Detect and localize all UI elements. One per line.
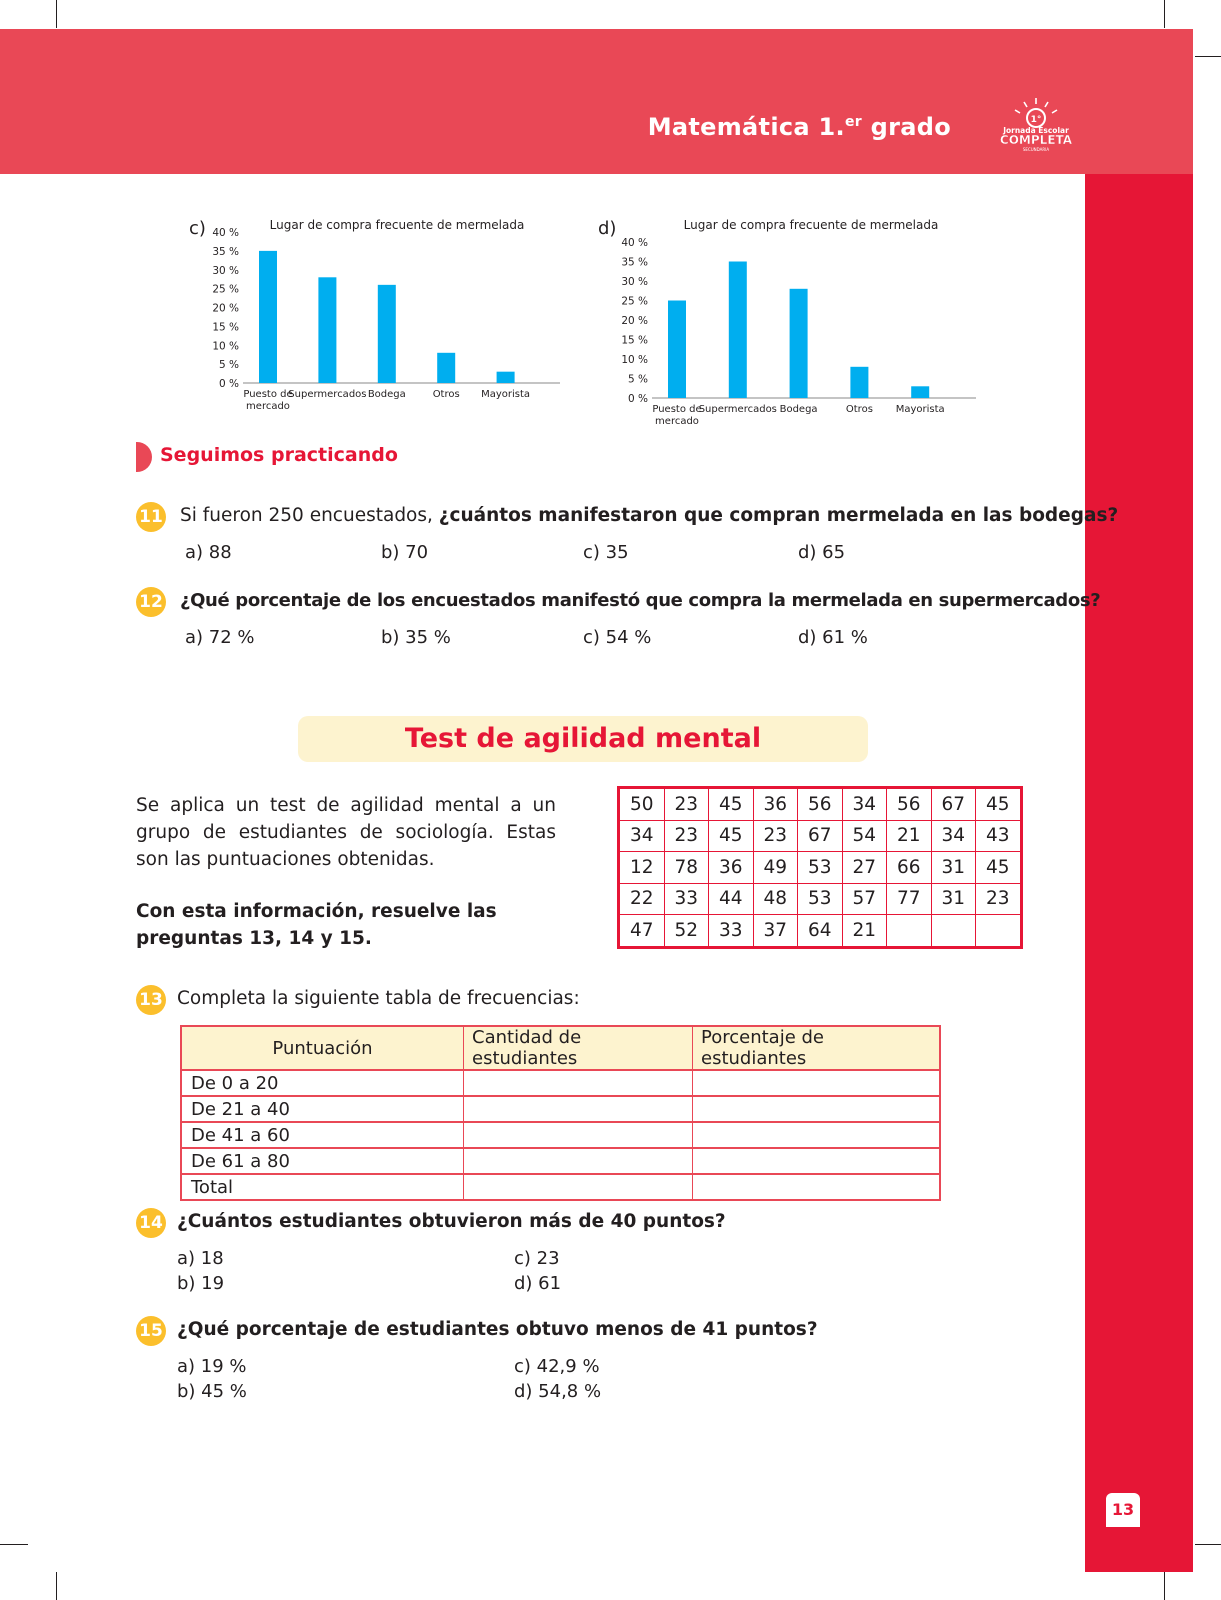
score-cell: 45 [976, 852, 1022, 884]
score-cell [887, 915, 932, 948]
x-tick-label: mercado [655, 416, 699, 427]
crop-mark [1195, 56, 1221, 57]
x-tick-label: Bodega [779, 404, 818, 415]
option-14-b: b) 19 [177, 1273, 225, 1294]
score-cell: 34 [842, 788, 887, 821]
chart-c-label: c) [189, 218, 206, 239]
x-tick-label: Puesto de [243, 389, 293, 400]
crop-mark [1164, 1572, 1165, 1600]
question-12-text [180, 590, 1100, 611]
score-cell: 31 [931, 883, 976, 915]
title-superscript: er [844, 114, 862, 130]
question-13-text: Completa la siguiente tabla de frecuencias: [177, 988, 580, 1009]
page-number: 13 [1106, 1493, 1140, 1527]
score-cell: 27 [842, 852, 887, 884]
cantidad-cell[interactable] [464, 1174, 693, 1200]
crop-mark [0, 1544, 28, 1545]
score-cell: 57 [842, 883, 887, 915]
score-cell: 12 [619, 852, 665, 884]
logo-icon [996, 96, 1076, 154]
crop-mark [56, 0, 57, 28]
score-cell: 67 [798, 820, 843, 852]
porcentaje-cell[interactable] [693, 1096, 941, 1122]
score-cell: 56 [798, 788, 843, 821]
question-11-bold: ¿cuántos manifestaron que compran mermelada en las bodegas? [438, 505, 1119, 526]
question-number-14: 14 [136, 1208, 166, 1238]
title-main: Matemática 1. [647, 113, 845, 141]
sidebar-band [1085, 174, 1193, 1572]
score-cell: 33 [664, 883, 709, 915]
option-15-c: c) 42,9 % [514, 1356, 600, 1377]
score-cell: 52 [664, 915, 709, 948]
header-cantidad: Cantidad de estudiantes [464, 1026, 693, 1070]
score-cell: 66 [887, 852, 932, 884]
porcentaje-cell[interactable] [693, 1148, 941, 1174]
scores-row [619, 883, 1022, 915]
score-cell [931, 915, 976, 948]
crop-mark [56, 1572, 57, 1600]
chart-title: Lugar de compra frecuente de mermelada [683, 218, 939, 232]
y-tick-label: 5 % [219, 359, 239, 372]
option-11-a: a) 88 [185, 542, 232, 563]
score-cell: 54 [842, 820, 887, 852]
score-cell [976, 915, 1022, 948]
header-porcentaje: Porcentaje de estudiantes [693, 1026, 941, 1070]
bar [790, 289, 808, 398]
scores-table [617, 786, 1023, 949]
score-cell: 50 [619, 788, 665, 821]
option-11-b: b) 70 [381, 542, 429, 563]
score-cell: 48 [753, 883, 798, 915]
section-marker [136, 442, 152, 472]
score-cell: 22 [619, 883, 665, 915]
bar [437, 353, 455, 383]
question-14-text [177, 1211, 726, 1232]
option-11-c: c) 35 [583, 542, 629, 563]
option-14-d: d) 61 [514, 1273, 562, 1294]
porcentaje-cell[interactable] [693, 1070, 941, 1096]
x-tick-label: Bodega [367, 389, 406, 400]
y-tick-label: 10 % [621, 354, 648, 366]
question-number-15: 15 [136, 1316, 166, 1346]
question-number-11: 11 [136, 502, 166, 532]
y-tick-label: 10 % [212, 340, 239, 353]
option-15-d: d) 54,8 % [514, 1381, 602, 1402]
score-cell: 47 [619, 915, 665, 948]
bar [378, 285, 396, 383]
question-15-text [177, 1319, 818, 1340]
frequency-row [181, 1070, 940, 1096]
header-puntuacion: Puntuación [181, 1026, 464, 1070]
frequency-row [181, 1122, 940, 1148]
score-cell: 34 [619, 820, 665, 852]
question-number-13: 13 [136, 985, 166, 1015]
porcentaje-cell[interactable] [693, 1122, 941, 1148]
option-14-c: c) 23 [514, 1248, 560, 1269]
score-cell: 34 [931, 820, 976, 852]
range-label: De 0 a 20 [181, 1070, 464, 1096]
section-title: Seguimos practicando [160, 444, 398, 466]
y-tick-label: 30 % [212, 264, 239, 277]
range-label: Total [181, 1174, 464, 1200]
bar-chart-d [614, 215, 984, 435]
option-12-b: b) 35 % [381, 627, 451, 648]
bar [497, 372, 515, 383]
score-cell: 45 [709, 788, 754, 821]
frequency-table [180, 1025, 941, 1201]
y-tick-label: 5 % [628, 373, 648, 386]
question-11-text [180, 505, 1118, 526]
option-15-a: a) 19 % [177, 1356, 247, 1377]
x-tick-label: Otros [432, 389, 460, 400]
option-11-d: d) 65 [798, 542, 846, 563]
y-tick-label: 15 % [212, 321, 239, 334]
score-cell: 67 [931, 788, 976, 821]
score-cell: 44 [709, 883, 754, 915]
bar [850, 367, 868, 398]
y-tick-label: 0 % [219, 378, 239, 390]
test-banner: Test de agilidad mental [298, 716, 868, 762]
scores-row [619, 852, 1022, 884]
test-instruction: Con esta información, resuelve las preguntas 13, 14 y 15. [136, 901, 497, 949]
test-intro: Se aplica un test de agilidad mental a un grupo de estudiantes de sociología. Estas son las puntuaciones obtenidas. [136, 795, 556, 870]
score-cell: 77 [887, 883, 932, 915]
score-cell: 21 [887, 820, 932, 852]
cantidad-cell[interactable] [464, 1148, 693, 1174]
logo-text-bottom: SECUNDARIA [1022, 147, 1050, 152]
chart-d-label: d) [598, 218, 617, 239]
chart-title: Lugar de compra frecuente de mermelada [269, 218, 525, 232]
x-tick-label: Mayorista [481, 389, 531, 400]
x-tick-label: Otros [845, 404, 873, 415]
title-suffix: grado [861, 113, 951, 141]
bar [729, 262, 747, 399]
score-cell: 36 [709, 852, 754, 884]
y-tick-label: 30 % [621, 276, 648, 288]
question-11-plain: Si fueron 250 encuestados, [180, 505, 439, 526]
score-cell: 36 [753, 788, 798, 821]
logo-text-top: Jornada Escolar [1003, 126, 1069, 135]
option-12-c: c) 54 % [583, 627, 652, 648]
y-tick-label: 25 % [212, 283, 239, 296]
y-tick-label: 0 % [628, 393, 648, 405]
option-12-d: d) 61 % [798, 627, 868, 648]
y-tick-label: 20 % [621, 315, 648, 327]
range-label: De 61 a 80 [181, 1148, 464, 1174]
score-cell: 64 [798, 915, 843, 948]
score-cell: 31 [931, 852, 976, 884]
y-tick-label: 35 % [212, 245, 239, 258]
question-12-bold: ¿Qué porcentaje de los encuestados manifestó que compra la mermelada en supermercados? [180, 590, 1101, 611]
score-cell: 45 [976, 788, 1022, 821]
y-tick-label: 20 % [212, 302, 239, 315]
score-cell: 53 [798, 883, 843, 915]
logo-text-main: COMPLETA [999, 133, 1073, 147]
crop-mark [1164, 0, 1165, 28]
cantidad-cell[interactable] [464, 1122, 693, 1148]
x-tick-label: Supermercados [288, 389, 367, 400]
score-cell: 78 [664, 852, 709, 884]
y-tick-label: 25 % [621, 295, 648, 308]
score-cell: 43 [976, 820, 1022, 852]
bar [911, 386, 929, 398]
range-label: De 21 a 40 [181, 1096, 464, 1122]
score-cell: 23 [976, 883, 1022, 915]
score-cell: 45 [709, 820, 754, 852]
frequency-row [181, 1174, 940, 1200]
score-cell: 23 [753, 820, 798, 852]
y-tick-label: 15 % [621, 334, 648, 347]
x-tick-label: Supermercados [698, 404, 777, 415]
porcentaje-cell[interactable] [693, 1174, 941, 1200]
score-cell: 23 [664, 820, 709, 852]
score-cell: 37 [753, 915, 798, 948]
score-cell: 49 [753, 852, 798, 884]
x-tick-label: Puesto de [652, 404, 702, 415]
score-cell: 56 [887, 788, 932, 821]
scores-row [619, 915, 1022, 948]
logo-badge: 1° [1030, 115, 1042, 125]
question-14-bold: ¿Cuántos estudiantes obtuvieron más de 40 puntos? [177, 1211, 726, 1232]
question-15-bold: ¿Qué porcentaje de estudiantes obtuvo menos de 41 puntos? [177, 1319, 818, 1340]
y-tick-label: 40 % [621, 237, 648, 249]
bar [259, 251, 277, 383]
frequency-row [181, 1096, 940, 1122]
x-tick-label: mercado [246, 401, 290, 412]
option-15-b: b) 45 % [177, 1381, 247, 1402]
cantidad-cell[interactable] [464, 1096, 693, 1122]
option-14-a: a) 18 [177, 1248, 224, 1269]
option-12-a: a) 72 % [185, 627, 255, 648]
frequency-row [181, 1148, 940, 1174]
bar-chart-c [205, 215, 575, 420]
scores-row [619, 788, 1022, 821]
x-tick-label: Mayorista [895, 404, 945, 415]
score-cell: 23 [664, 788, 709, 821]
bar [668, 301, 686, 399]
range-label: De 41 a 60 [181, 1122, 464, 1148]
question-number-12: 12 [136, 587, 166, 617]
page-title [648, 113, 951, 141]
bar [318, 277, 336, 383]
scores-row [619, 820, 1022, 852]
score-cell: 33 [709, 915, 754, 948]
y-tick-label: 40 % [212, 227, 239, 239]
crop-mark [1195, 1544, 1221, 1545]
frequency-table-header [181, 1026, 940, 1070]
y-tick-label: 35 % [621, 256, 648, 269]
score-cell: 53 [798, 852, 843, 884]
score-cell: 21 [842, 915, 887, 948]
cantidad-cell[interactable] [464, 1070, 693, 1096]
